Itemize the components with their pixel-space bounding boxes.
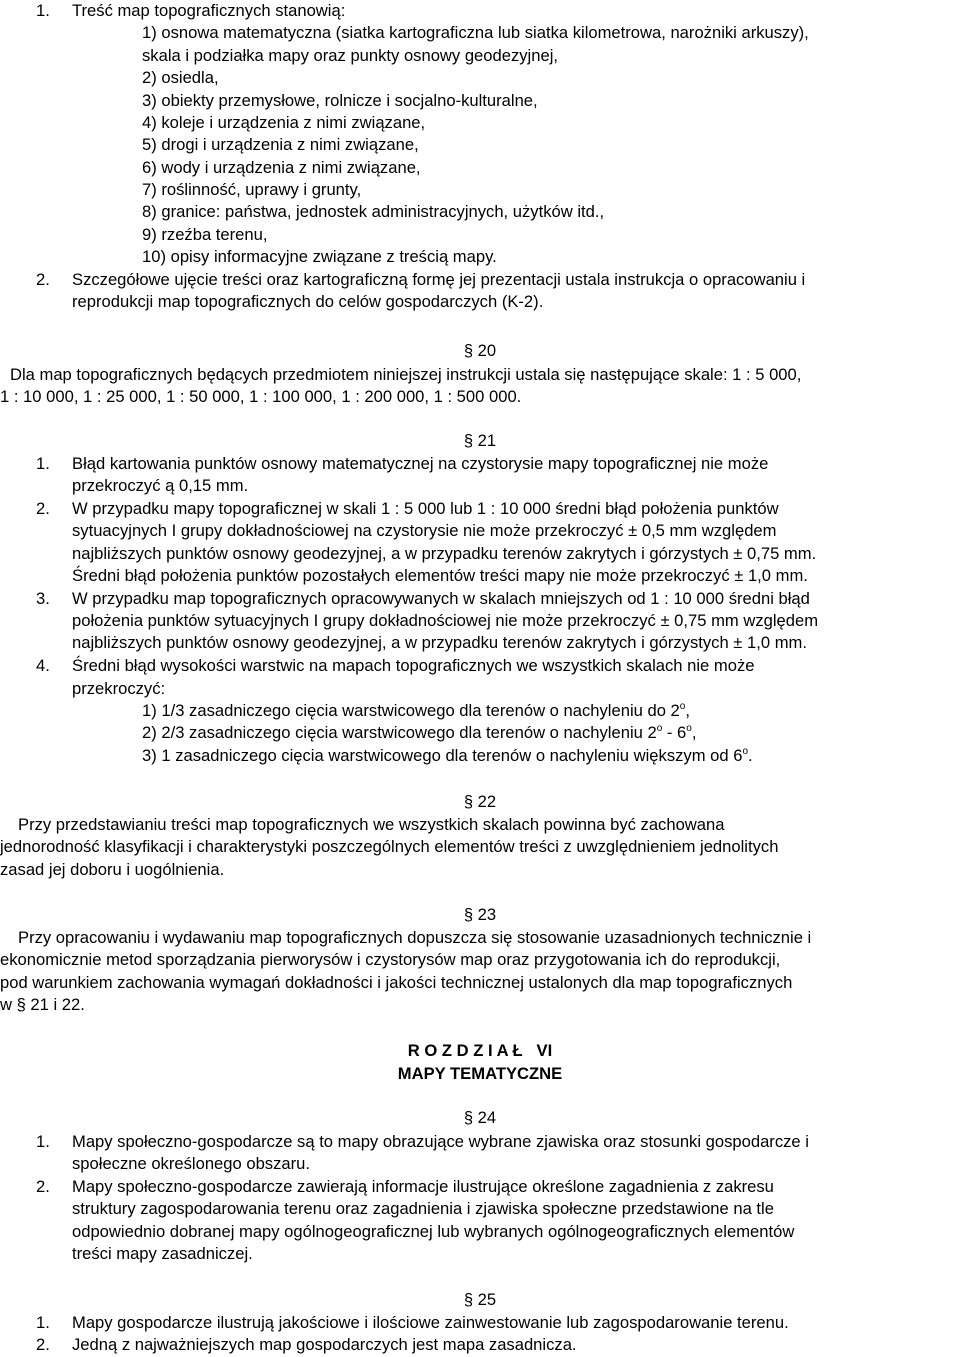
section-title: § 20 — [463, 341, 497, 360]
paragraph-line: W przypadku map topograficznych opracowywanych w skalach mniejszych od 1 : 10 000 średni błąd — [72, 589, 810, 608]
paragraph-line: społeczne określonego obszaru. — [72, 1154, 310, 1173]
list-item: 9) rzeźba terenu, — [142, 225, 268, 244]
item-number: 2. — [36, 499, 50, 518]
paragraph-line: najbliższych punktów osnowy geodezyjnej, a w przypadku terenów zakrytych i górzystych ± 1,0 mm. — [72, 633, 807, 652]
paragraph-line: reprodukcji map topograficznych do celów gospodarczych (K-2). — [72, 292, 544, 311]
paragraph-line: Szczegółowe ujęcie treści oraz kartograficzną formę jej prezentacji ustala instrukcja o opracowaniu i — [72, 270, 806, 289]
list-item: 1) osnowa matematyczna (siatka kartograficzna lub siatka kilometrowa, narożniki arkuszy), — [142, 23, 809, 42]
section-title: § 25 — [463, 1290, 497, 1309]
paragraph-line: najbliższych punktów osnowy geodezyjnej, a w przypadku terenów zakrytych i górzystych ± 0,75 mm. — [72, 544, 817, 563]
paragraph-line: W przypadku mapy topograficznej w skali 1 : 5 000 lub 1 : 10 000 średni błąd położenia punktów — [72, 499, 779, 518]
list-item: skala i podziałka mapy oraz punkty osnowy geodezyjnej, — [142, 46, 558, 65]
paragraph-line: struktury zagospodarowania terenu oraz zagadnienia i zjawiska społeczne przedstawione na tle — [72, 1199, 774, 1218]
section-title: § 23 — [463, 905, 497, 924]
paragraph-line: Średni błąd wysokości warstwic na mapach topograficznych we wszystkich skalach nie może — [72, 656, 755, 675]
paragraph-line: sytuacyjnych I grupy dokładnościowej na czystorysie nie może przekroczyć ± 0,5 mm względem — [72, 521, 777, 540]
paragraph-line: odpowiednio dobranej mapy ogólnogeograficznej lub wybranych ogólnogeograficznych elementów — [72, 1222, 795, 1241]
paragraph-line: Błąd kartowania punktów osnowy matematycznej na czystorysie mapy topograficznej nie może — [72, 454, 769, 473]
section-title: § 21 — [463, 431, 497, 450]
paragraph-line: Średni błąd położenia punktów pozostałych elementów treści mapy nie może przekroczyć ± 1,0 mm. — [72, 566, 808, 585]
list-item: 7) roślinność, uprawy i grunty, — [142, 180, 362, 199]
item-number: 1. — [36, 1, 50, 20]
item-number: 3. — [36, 589, 50, 608]
item-number: 1. — [36, 1313, 50, 1332]
paragraph-line: Przy opracowaniu i wydawaniu map topograficznych dopuszcza się stosowanie uzasadnionych technicznie i — [18, 928, 812, 947]
list-item: 4) koleje i urządzenia z nimi związane, — [142, 113, 426, 132]
paragraph-line: Jedną z najważniejszych map gospodarczych jest mapa zasadnicza. — [72, 1335, 577, 1354]
list-item: 3) 1 zasadniczego cięcia warstwicowego dla terenów o nachyleniu większym od 6$^o$. — [142, 746, 753, 765]
paragraph-line: Treść map topograficznych stanowią: — [72, 1, 346, 20]
list-item: 2) osiedla, — [142, 68, 219, 87]
chapter-label: R O Z D Z I A Ł VI — [407, 1041, 553, 1060]
paragraph-line: Mapy społeczno-gospodarcze zawierają informacje ilustrujące określone zagadnienia z zakresu — [72, 1177, 774, 1196]
list-item: 6) wody i urządzenia z nimi związane, — [142, 158, 421, 177]
list-item: 8) granice: państwa, jednostek administracyjnych, użytków itd., — [142, 202, 605, 221]
paragraph-line: Przy przedstawianiu treści map topograficznych we wszystkich skalach powinna być zachowana — [18, 815, 725, 834]
paragraph-line: w § 21 i 22. — [0, 995, 85, 1014]
chapter-title: MAPY TEMATYCZNE — [397, 1064, 563, 1083]
paragraph-line: przekroczyć ą 0,15 mm. — [72, 476, 249, 495]
item-number: 4. — [36, 656, 50, 675]
item-number: 2. — [36, 1335, 50, 1354]
paragraph-line: przekroczyć: — [72, 679, 166, 698]
section-title: § 24 — [463, 1108, 497, 1127]
list-item: 2) 2/3 zasadniczego cięcia warstwicowego dla terenów o nachyleniu 2$^o$ - 6$^o$, — [142, 723, 697, 742]
paragraph-line: 1 : 10 000, 1 : 25 000, 1 : 50 000, 1 : 100 000, 1 : 200 000, 1 : 500 000. — [0, 387, 522, 406]
item-number: 2. — [36, 1177, 50, 1196]
paragraph-line: zasad jej doboru i uogólnienia. — [0, 860, 225, 879]
paragraph-line: pod warunkiem zachowania wymagań dokładności i jakości technicznej ustalonych dla map topograficznych — [0, 973, 793, 992]
item-number: 2. — [36, 270, 50, 289]
paragraph-line: treści mapy zasadniczej. — [72, 1244, 253, 1263]
paragraph-line: Mapy społeczno-gospodarcze są to mapy obrazujące wybrane zjawiska oraz stosunki gospodarcze i — [72, 1132, 809, 1151]
list-item: 10) opisy informacyjne związane z treścią mapy. — [142, 247, 497, 266]
paragraph-line: Dla map topograficznych będących przedmiotem niniejszej instrukcji ustala się następujące skale: 1 : 5 000, — [10, 365, 802, 384]
list-item: 5) drogi i urządzenia z nimi związane, — [142, 135, 419, 154]
paragraph-line: jednorodność klasyfikacji i charakterystyki poszczególnych elementów treści z uwzględnieniem jednolitych — [0, 837, 779, 856]
section-title: § 22 — [463, 792, 497, 811]
paragraph-line: Mapy gospodarcze ilustrują jakościowe i ilościowe zainwestowanie lub zagospodarowanie terenu. — [72, 1313, 789, 1332]
paragraph-line: ekonomicznie metod sporządzania pierworysów i czystorysów map oraz przygotowania ich do reprodukcji, — [0, 950, 781, 969]
list-item: 3) obiekty przemysłowe, rolnicze i socjalno-kulturalne, — [142, 91, 538, 110]
item-number: 1. — [36, 1132, 50, 1151]
paragraph-line: położenia punktów sytuacyjnych I grupy dokładnościowej nie może przekroczyć ± 0,75 mm względem — [72, 611, 819, 630]
list-item: 1) 1/3 zasadniczego cięcia warstwicowego dla terenów o nachyleniu do 2$^o$, — [142, 701, 690, 720]
item-number: 1. — [36, 454, 50, 473]
